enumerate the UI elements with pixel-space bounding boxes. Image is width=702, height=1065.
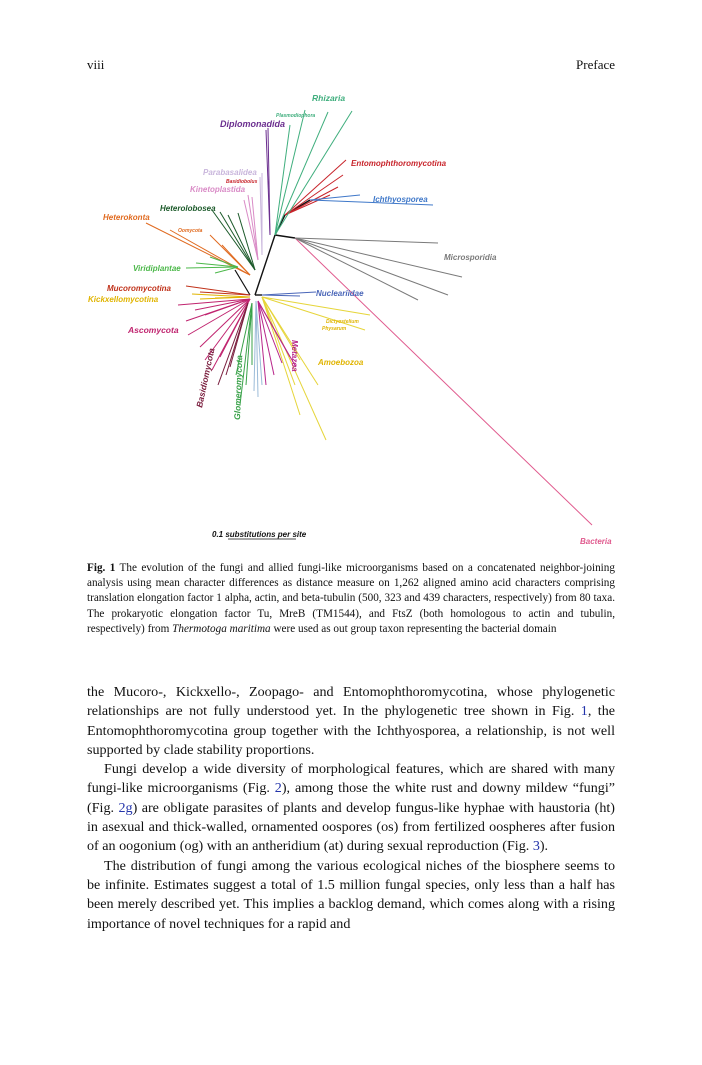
taxon-label-kickxellomycotina: Kickxellomycotina [88, 295, 159, 304]
paragraph-2-text-b: ), among those the white rust and downy mildew “fungi” (Fig. [87, 780, 615, 816]
paragraph-2-text-a: Fungi develop a wide diversity of morphological features, which are shared with many fungi-like microorganisms (Fig. [87, 761, 615, 797]
nucleariidae-branch-1 [262, 295, 300, 296]
entomophthoromycotina-branch-1 [285, 175, 343, 215]
microsporidia-branch-0 [295, 238, 438, 243]
caption-text-end: were used as out group taxon representing the bacterial domain [270, 622, 557, 635]
taxon-label-entomophthoromycotina: Entomophthoromycotina [351, 159, 447, 168]
figure-ref-1[interactable]: 1 [580, 703, 588, 720]
rhizaria-branch-0 [275, 111, 352, 235]
figure-label: Fig. 1 [87, 562, 116, 574]
taxon-label-rhizaria: Rhizaria [312, 93, 346, 103]
phylogenetic-tree-figure [0, 85, 702, 555]
taxon-label-plasmodiophora: Plasmodiophora [276, 113, 316, 119]
taxon-label-basidiobolus: Basidiobolus [226, 179, 258, 185]
kickxellomycotina-branch-2 [215, 297, 250, 298]
paragraph-3: The distribution of fungi among the various ecological niches of the biosphere seems to be infinite. Estimates suggest a total of 1.5 million fungal species, only less than a half has been merely described yet. This implies a backlog demand, which comes along with a rising importance of novel techniques for a rapid and [87, 857, 615, 932]
taxon-label-physarum: Physarum [322, 326, 347, 332]
taxon-label-ichthyosporea: Ichthyosporea [373, 195, 428, 204]
paragraph-1 [87, 683, 615, 760]
amoebozoa-branch-0 [262, 297, 370, 315]
nucleariidae-branch-0 [262, 292, 316, 295]
paragraph-2-text-d: ). [539, 838, 549, 855]
taxon-label-ascomycota: Ascomycota [128, 325, 179, 335]
taxon-label-mucoromycotina: Mucoromycotina [107, 284, 172, 293]
entomophthoromycotina-branch-3 [285, 195, 330, 215]
page-header [87, 57, 615, 73]
tree-labels [88, 93, 612, 546]
figure-ref-2[interactable]: 2 [274, 780, 282, 797]
taxon-label-basidiomycota: Basidiomycota [194, 347, 217, 409]
running-head: Preface [576, 57, 615, 72]
microsporidia-branch-2 [295, 238, 448, 295]
paragraph-2-text-c: ) are obligate parasites of plants and develop fungus-like hyphae with haustoria (ht) in asexual and thick-walled, ornamented oospores (os) from fertilized oospheres after fusion of an oogonium (og) with an antheridium (at) during sexual reproduction (Fig. [87, 799, 615, 855]
backbone-root [255, 235, 275, 295]
viridiplantae-branch-3 [215, 267, 238, 273]
caption-species: Thermotoga maritima [172, 622, 271, 635]
taxon-label-glomeromycota: Glomeromycota [232, 355, 245, 421]
bacteria-branch [295, 238, 592, 525]
paragraph-2 [87, 760, 615, 856]
figure-ref-3[interactable]: 3 [532, 838, 540, 855]
ascomycota-branch-0 [178, 299, 250, 305]
taxon-label-microsporidia: Microsporidia [444, 253, 497, 262]
paragraph-1-end: , the Entomophthoromycotina group together with the Ichthyosporea, a relationship, is not well supported by clade stability proportions. [87, 703, 615, 758]
viridiplantae-branch-0 [186, 267, 238, 268]
taxon-label-diplomonadida: Diplomonadida [220, 119, 285, 129]
taxon-label-parabasalidea: Parabasalidea [203, 168, 257, 177]
other-branches-branch-2 [254, 301, 256, 391]
taxon-label-viridiplantae: Viridiplantae [133, 264, 181, 273]
taxon-label-oomycota: Oomycota [178, 228, 203, 234]
heterokonta-branch-1 [170, 230, 250, 275]
mucoromycotina-branch-0 [186, 286, 250, 295]
taxon-label-metazoa: Metazoa [290, 340, 299, 372]
taxon-label-amoebozoa: Amoebozoa [318, 358, 364, 367]
taxon-label-kinetoplastida: Kinetoplastida [190, 185, 246, 194]
body-text [87, 683, 615, 934]
figure-ref-2g[interactable]: 2g [118, 799, 133, 816]
taxon-label-heterolobosea: Heterolobosea [160, 204, 216, 213]
microsporidia-branch-1 [295, 238, 462, 277]
scale-bar-label: 0.1 substitutions per site [212, 530, 307, 539]
page-number: viii [87, 57, 105, 72]
figure-caption [87, 561, 615, 637]
taxon-label-dictyostelium: Dictyostelium [326, 319, 359, 325]
caption-text: The evolution of the fungi and allied fungi-like microorganisms based on a concatenated neighbor-joining analysis using mean character differences as distance measure on 1,262 aligned amino acid characters comprising translation elongation factor 1 alpha, actin, and beta-tubulin (500, 323 and 439 characters, respectively) from 80 taxa. The prokaryotic elongation factor Tu, MreB (TM1544), and FtsZ (both homologous to actin and tubulin, respectively) from [87, 562, 615, 635]
backbone-right [275, 235, 295, 238]
paragraph-1-text: the Mucoro-, Kickxello-, Zoopago- and Entomophthoromycotina, whose phylogenetic relationships are not fully understood yet. In the phylogenetic tree shown in Fig. [87, 684, 615, 720]
taxon-label-nucleariidae: Nucleariidae [316, 289, 364, 298]
amoebozoa-branch-1 [262, 297, 365, 330]
taxon-label-heterokonta: Heterokonta [103, 213, 150, 222]
taxon-label-bacteria: Bacteria [580, 537, 612, 546]
